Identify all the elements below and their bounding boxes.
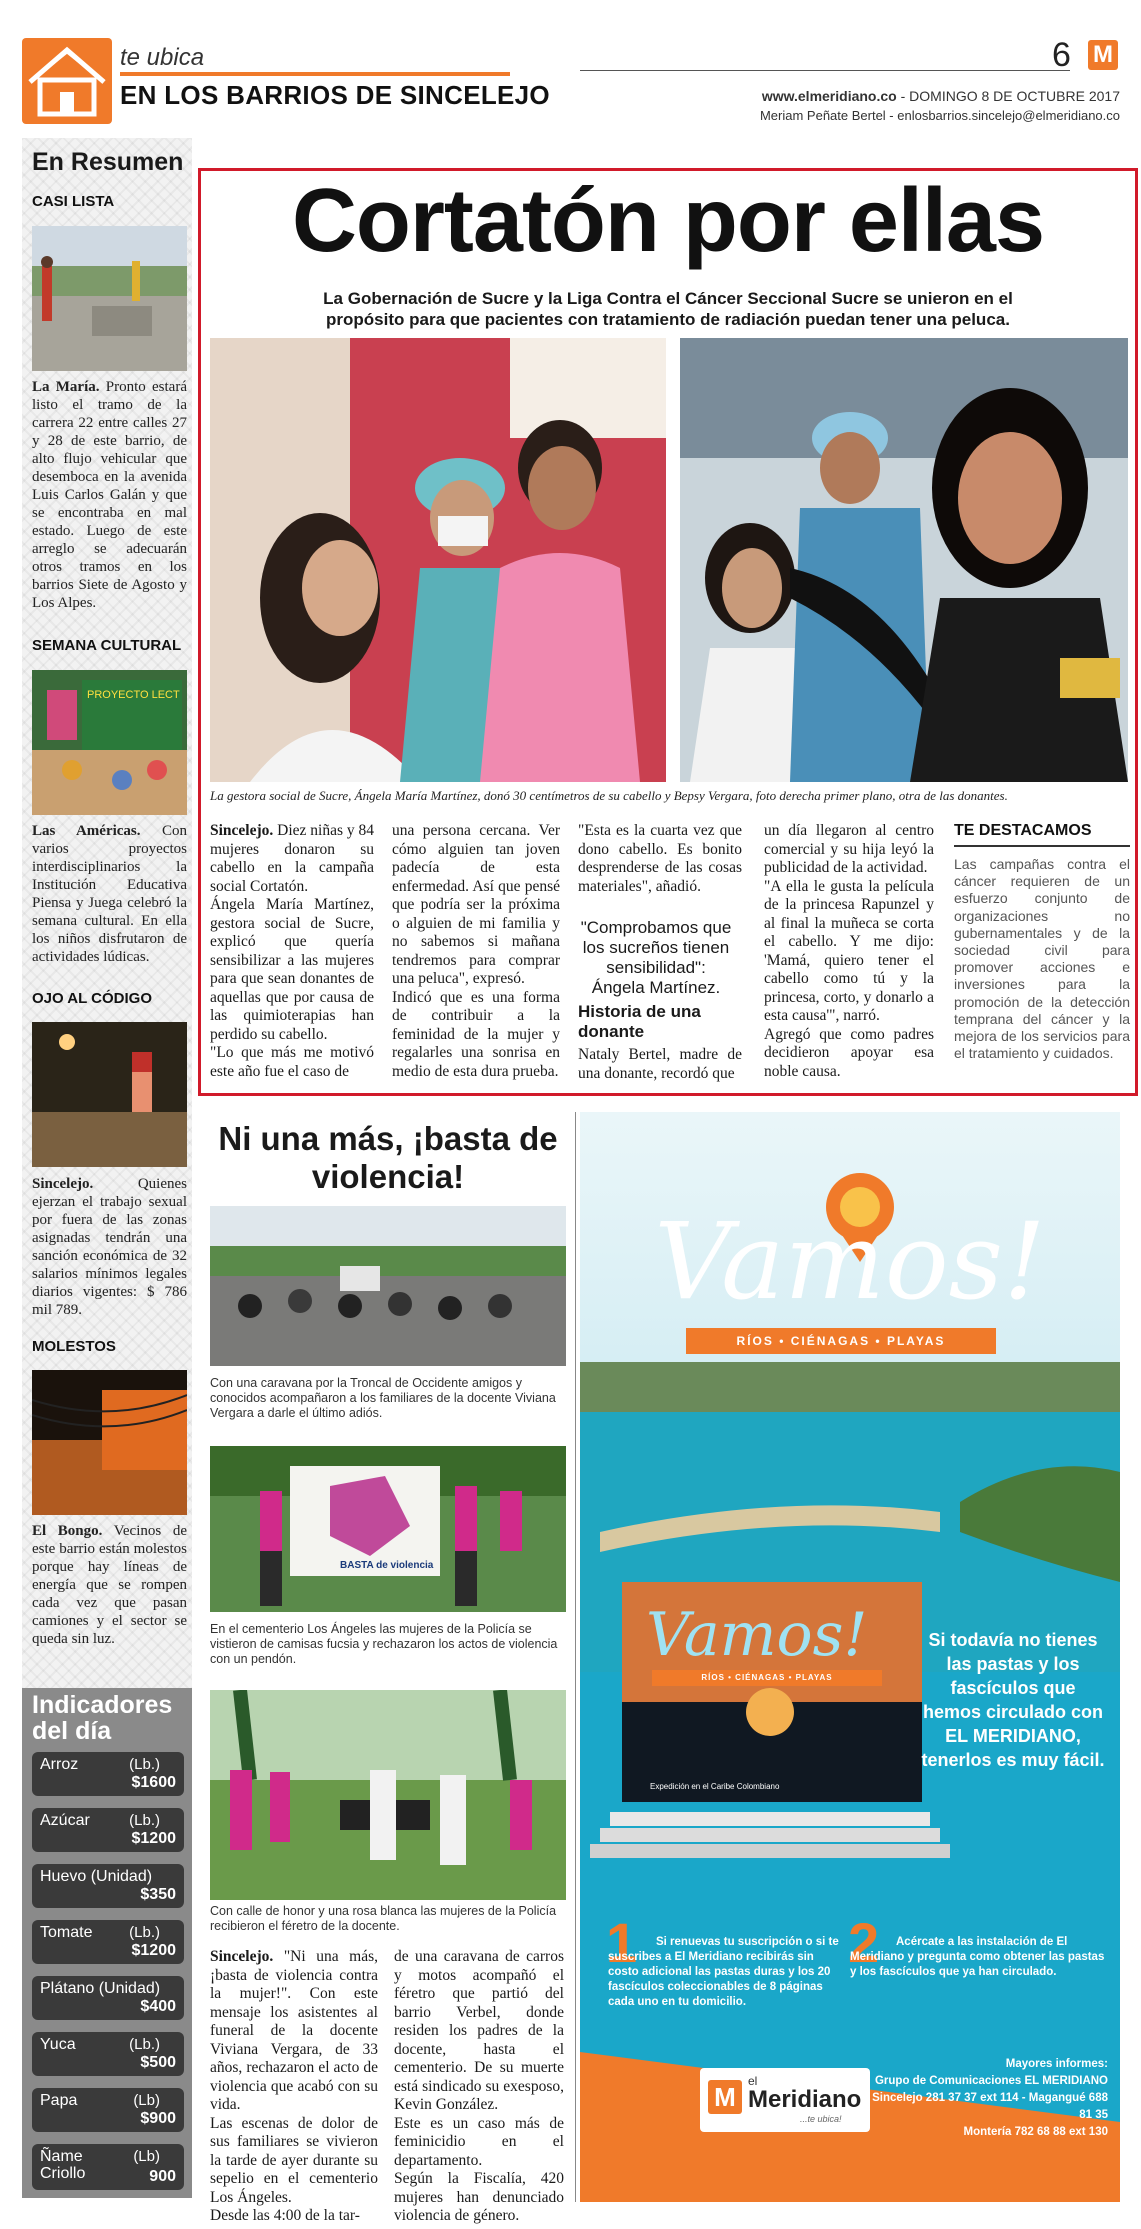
main-col-3b: Nataly Bertel, madre de una donante, recordó que (578, 1046, 742, 1082)
ad-strip: RÍOS • CIÉNAGAS • PLAYAS (686, 1328, 996, 1354)
photo-caravan (210, 1206, 566, 1366)
section-kicker: te ubica (120, 44, 205, 71)
poster-text: PROYECTO LECT (87, 689, 180, 701)
ad-cover-strip: RÍOS • CIÉNAGAS • PLAYAS (652, 1670, 882, 1686)
violence-headline: Ni una más, ¡basta de violencia! (218, 1120, 558, 1195)
photo-haircut-left (210, 338, 666, 782)
header-date: - DOMINGO 8 DE OCTUBRE 2017 (896, 88, 1120, 104)
page-number: 6 (1052, 36, 1071, 74)
main-deck: La Gobernación de Sucre y la Liga Contra el Cáncer Seccional Sucre se unieron en el propósito para que pacientes con tratamiento de radiación puedan tener una peluca. (323, 289, 1013, 329)
violence-caption-1: Con una caravana por la Troncal de Occidente amigos y conocidos acompañaron a los familiares de la docente Viviana Vergara a darle el último adiós. (210, 1376, 556, 1420)
ad-copy: Si todavía no tienes las pastas y los fascículos que hemos circulado con EL MERIDIANO, tenerlos es muy fácil. (921, 1630, 1105, 1770)
sidebar-photo-street (32, 1022, 187, 1167)
photo-funeral (210, 1690, 566, 1900)
sidebar-item-4: El Bongo. Vecinos de este barrio están molestos porque hay líneas de energía que se rompen cada vez que pasan camiones y el sector se queda sin luz. (32, 1523, 187, 1647)
meridiano-badge: M (1088, 40, 1118, 70)
sidebar-photo-school (32, 670, 187, 815)
ad-step-1: Si renuevas tu suscripción o si te suscribes a El Meridiano recibirás sin costo adicional las pastas duras y los 20 fascículos coleccionables de 8 páginas cada uno en tu domicilio. (608, 1936, 839, 2008)
ad-cover-footer: Expedición en el Caribe Colombiano (650, 1782, 780, 1791)
main-col-2: una persona cercana. Ver cómo alguien tan joven padecía de esta enfermedad. Así que pensé que podría ser la próxima o alguien de mi familia y no sabemos si mañana tendremos para comprar una peluca", expresó. Indicó que es una forma de contribuir a la feminidad de la mujer y regalarles una sonrisa en medio de esta dura prueba. (392, 822, 560, 1080)
indicator-row: Plátano (Unidad) $400 (32, 1976, 184, 2020)
ad-step-2: Acércate a las instalación de El Meridiano y pregunta como obtener las pastas y los fascículos que ya han circulado. (850, 1936, 1105, 1978)
sidebar-kicker: MOLESTOS (32, 1338, 116, 1355)
header-url[interactable]: www.elmeridiano.co (761, 88, 897, 104)
violence-col-2: de una caravana de carros y motos acompañó el féretro que partió del barrio Verbel, donde residen los padres de la docente, hasta el cementerio. De su muerte está sindicado su exesposo, Kevin González. Este es un caso más de feminicidio en el departamento. Según la Fiscalía, 420 mujeres han denunciado violencia de género. (394, 1948, 564, 2224)
photo-police-banner (210, 1446, 566, 1612)
column-divider (575, 1112, 576, 2202)
section-rule (120, 72, 510, 76)
ad-step-number: 1 (606, 1911, 638, 1974)
sidebar-kicker: OJO AL CÓDIGO (32, 990, 153, 1007)
violence-caption-3: Con calle de honor y una rosa blanca las mujeres de la Policía recibieron el féretro de la docente. (210, 1904, 557, 1933)
banner-text: BASTA de violencia (340, 1560, 434, 1571)
sidebar-photo-wires (32, 1370, 187, 1515)
pull-quote: "Comprobamos que los sucreños tienen sensibilidad": Ángela Martínez. (580, 918, 732, 997)
main-col-4: un día llegaron al centro comercial y su hija leyó la publicidad de la actividad. "A ella le gusta la película de la princesa Rapunzel y al final la muñeca se corta el cabello. Y me dijo: 'Mamá, quiero tener el cabello como tú y la princesa, corto, y donarlo a esta causa'", narró. Agregó que como padres decidieron apoyar esa noble causa. (764, 822, 934, 1080)
main-headline: Cortatón por ellas (291, 171, 1045, 271)
header-url-date (580, 88, 1120, 104)
header-author: Meriam Peñate Bertel - enlosbarrios.sincelejo@elmeridiano.co (759, 108, 1120, 123)
house-icon (22, 38, 112, 124)
header-rule (580, 70, 1070, 71)
meridiano-logo (700, 2068, 870, 2132)
destacamos-text: Las campañas contra el cáncer requieren de un esfuerzo conjunto de organizaciones no gubernamentales y de la sociedad civil para promover acciones e inversiones para la promoción de la detección temprana del cáncer y la mejora de los servicios para el tratamiento y cuidados. (954, 856, 1130, 1062)
violence-caption-2: En el cementerio Los Ángeles las mujeres de la Policía se vistieron de camisas fucsia y rechazaron los actos de violencia con un pendón. (210, 1622, 558, 1666)
sidebar-kicker: CASI LISTA (32, 193, 115, 210)
sidebar-item-2: Las Américas. Con varios proyectos interdisciplinarios la Institución Educativa Piensa y Juega celebró la semana cultural. En ella los niños disfrutaron de actividades lúdicas. (32, 823, 187, 965)
logo-text: Meridiano (748, 2086, 862, 2113)
logo-small: el (748, 2074, 758, 2088)
indicator-row: Yuca (Lb.) $500 (32, 2032, 184, 2076)
logo-tagline: ...te ubica! (800, 2114, 842, 2124)
sidebar-title: En Resumen (32, 148, 184, 176)
indicator-row: Azúcar (Lb.) $1200 (32, 1808, 184, 1852)
indicator-row: Huevo (Unidad) $350 (32, 1864, 184, 1908)
main-col-1: Sincelejo. Diez niñas y 84 mujeres donaron su cabello en la campaña social Cortatón. Ángela María Martínez, gestora social de Sucre, explicó que quería sensibilizar a las mujeres para que sean donantes de aquellas que por causa de las quimioterapias han perdido su cabello. "Lo que más me motivó este año fue el caso de (210, 822, 375, 1080)
indicator-row: Arroz (Lb.) $1600 (32, 1752, 184, 1796)
destacamos-title: TE DESTACAMOS (954, 822, 1092, 839)
ad-title: Vamos! (654, 1200, 1046, 1323)
indicator-row: Tomate (Lb.) $1200 (32, 1920, 184, 1964)
violence-col-1: Sincelejo. "Ni una más, ¡basta de violencia contra la mujer!". Con este mensaje los asistentes al funeral de la docente Viviana Vergara, de 33 años, rechazaron el acto de violencia que acabó con su vida. Las escenas de dolor de sus familiares se vivieron la tarde de ayer durante su sepelio en el cementerio Los Ángeles. Desde las 4:00 de la tar- (210, 1948, 378, 2224)
ad-cover-title: Vamos! (646, 1600, 868, 1670)
section-logo (22, 38, 112, 124)
ad-contact: Mayores informes: Grupo de Comunicaciones EL MERIDIANO Sincelejo 281 37 37 ext 114 - Magangué 688 81 35 Montería 782 68 88 ext 130 (872, 2058, 1108, 2138)
section-title: EN LOS BARRIOS DE SINCELEJO (120, 80, 550, 110)
sidebar-kicker: SEMANA CULTURAL (32, 637, 182, 654)
sidebar-item-3: Sincelejo. Quienes ejerzan el trabajo sexual por fuera de las zonas asignadas tendrán una sanción económica de 32 salarios mínimos legales diarios vigentes: $ 786 mil 789. (32, 1176, 187, 1318)
sidebar-item-1: La María. Pronto estará listo el tramo de la carrera 22 entre calles 27 y 28 de este barrio, de alto flujo vehicular que desemboca en la avenida Luis Carlos Galán y que se encontraba en mal estado. Luego de este arreglo se adecuarán otros tramos en los barrios Siete de Agosto y Los Alpes. (32, 379, 187, 611)
ad-step-number: 2 (848, 1911, 880, 1974)
logo-badge: M (708, 2080, 742, 2114)
indicators-title: Indicadores del día (32, 1691, 173, 1745)
photo-haircut-right (680, 338, 1128, 782)
subhead: Historia de una donante (578, 1002, 701, 1041)
indicator-row: Ñame Criollo (Lb) 900 (32, 2144, 184, 2190)
main-col-3: "Esta es la cuarta vez que dono cabello. Es bonito desprenderse de las cosas materiales", añadió. (578, 822, 742, 895)
main-photo-caption: La gestora social de Sucre, Ángela María Martínez, donó 30 centímetros de su cabello y Bepsy Vergara, foto derecha primer plano, otra de las donantes. (210, 788, 1008, 803)
indicator-row: Papa (Lb) $900 (32, 2088, 184, 2132)
sidebar-photo-road (32, 226, 187, 371)
destacamos-rule (954, 845, 1130, 847)
